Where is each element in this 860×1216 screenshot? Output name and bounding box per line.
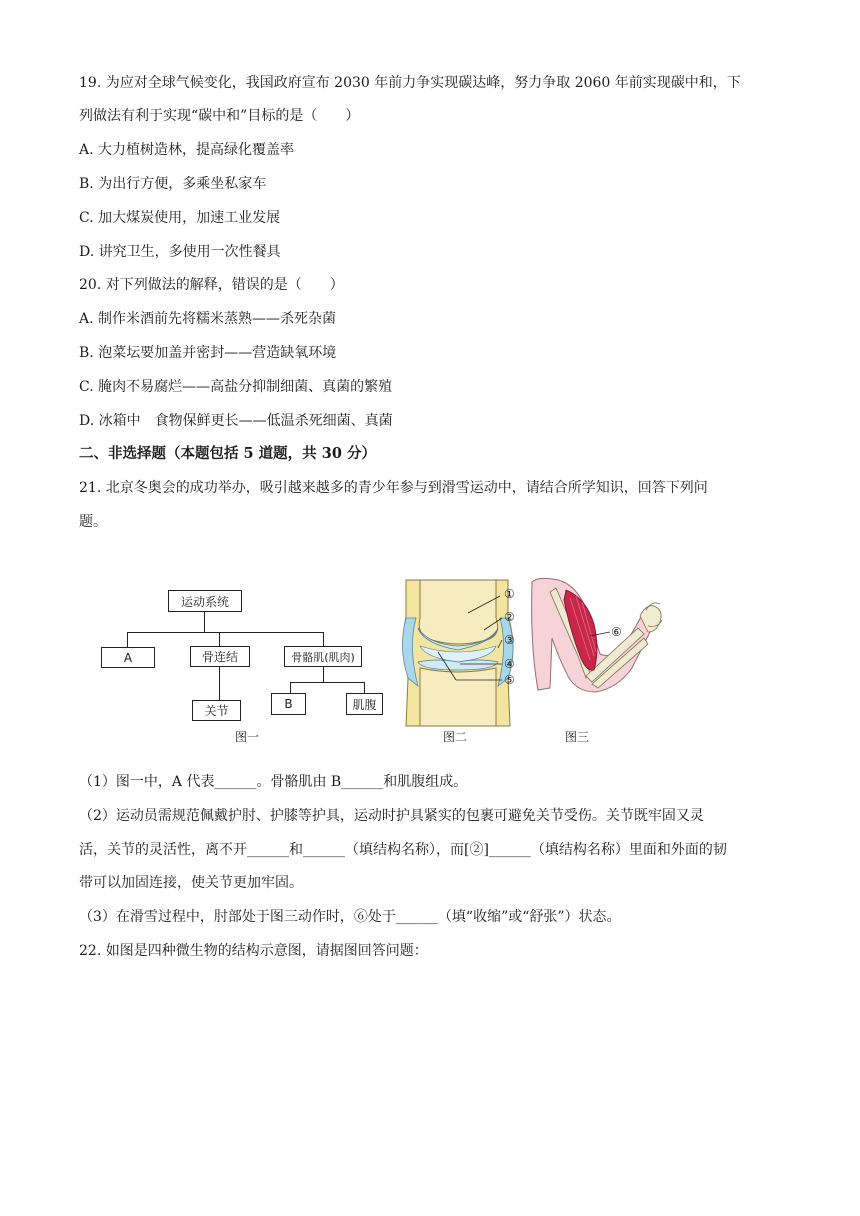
q20-option-b: B. 泡菜坛要加盖并密封——营造缺氧环境 bbox=[79, 345, 337, 361]
q19-option-c: C. 加大煤炭使用，加速工业发展 bbox=[79, 210, 281, 226]
fig2-label-1: ① bbox=[504, 587, 515, 601]
fig1-connector bbox=[219, 667, 220, 700]
q20-option-c: C. 腌肉不易腐烂——高盐分抑制细菌、真菌的繁殖 bbox=[79, 379, 393, 395]
q21-part3: （3）在滑雪过程中，肘部处于图三动作时，⑥处于______（填“收缩”或“舒张”）状态。 bbox=[79, 909, 621, 925]
q21-part2-line3: 带可以加固连接，使关节更加牢固。 bbox=[79, 875, 303, 891]
q20-stem: 20. 对下列做法的解释，错误的是（ ） bbox=[79, 277, 344, 293]
fig1-connector bbox=[323, 667, 324, 682]
q19-option-b: B. 为出行方便，多乘坐私家车 bbox=[79, 176, 267, 192]
fig3-caption: 图三 bbox=[565, 730, 590, 744]
q19-stem-line2: 列做法有利于实现“碳中和”目标的是（ ） bbox=[79, 108, 360, 124]
q21-part1: （1）图一中，A 代表______。骨骼肌由 B______和肌腹组成。 bbox=[79, 774, 468, 790]
fig2-label-4: ④ bbox=[504, 657, 515, 671]
fig2-label-5: ⑤ bbox=[504, 673, 515, 687]
fig1-connector bbox=[290, 682, 365, 683]
fig1-root-box: 运动系统 bbox=[168, 590, 242, 612]
arm-muscle-illustration bbox=[528, 576, 668, 702]
q19-option-d: D. 讲究卫生，多使用一次性餐具 bbox=[79, 244, 281, 260]
fig1-connector bbox=[364, 682, 365, 693]
q19-option-a: A. 大力植树造林，提高绿化覆盖率 bbox=[79, 142, 295, 158]
q21-part2-line2: 活，关节的灵活性，离不开______和______（填结构名称），而[②]______（填结构名称）里面和外面的韧 bbox=[79, 842, 727, 858]
q20-option-d: D. 冰箱中 食物保鲜更长——低温杀死细菌、真菌 bbox=[79, 413, 393, 429]
q21-stem-line2: 题。 bbox=[79, 514, 107, 530]
fig1-b-box: B bbox=[271, 693, 306, 715]
fig1-belly-box: 肌腹 bbox=[346, 693, 383, 715]
fig1-connector bbox=[127, 632, 128, 647]
fig1-connector bbox=[204, 612, 205, 632]
fig1-muscle-box: 骨骼肌(肌肉) bbox=[284, 646, 362, 667]
q21-stem-line1: 21. 北京冬奥会的成功举办，吸引越来越多的青少年参与到滑雪运动中，请结合所学知识，回答下列问 bbox=[79, 480, 708, 496]
fig1-connector bbox=[323, 632, 324, 647]
fig2-label-3: ③ bbox=[504, 633, 515, 647]
fig2-label-2: ② bbox=[504, 610, 515, 624]
fig1-a-box: A bbox=[101, 647, 155, 668]
q22-stem: 22. 如图是四种微生物的结构示意图，请据图回答问题： bbox=[79, 943, 428, 959]
fig1-caption: 图一 bbox=[235, 730, 260, 744]
fig1-joint-connection-box: 骨连结 bbox=[190, 646, 250, 667]
q20-option-a: A. 制作米酒前先将糯米蒸熟——杀死杂菌 bbox=[79, 311, 337, 327]
q21-part2-line1: （2）运动员需规范佩戴护肘、护膝等护具，运动时护具紧实的包裹可避免关节受伤。关节既牢固又灵 bbox=[79, 808, 704, 824]
fig1-connector bbox=[127, 632, 324, 633]
section-heading: 二、非选择题（本题包括 5 道题，共 30 分） bbox=[79, 445, 376, 462]
q19-stem-line1: 19. 为应对全球气候变化，我国政府宣布 2030 年前力争实现碳达峰，努力争取 2060 年前实现碳中和，下 bbox=[79, 75, 741, 91]
fig1-connector bbox=[290, 682, 291, 693]
fig2-caption: 图二 bbox=[443, 730, 468, 744]
fig1-joint-box: 关节 bbox=[192, 700, 241, 721]
knee-joint-illustration bbox=[398, 578, 518, 728]
fig1-connector bbox=[219, 632, 220, 647]
fig3-label-6: ⑥ bbox=[611, 625, 622, 639]
